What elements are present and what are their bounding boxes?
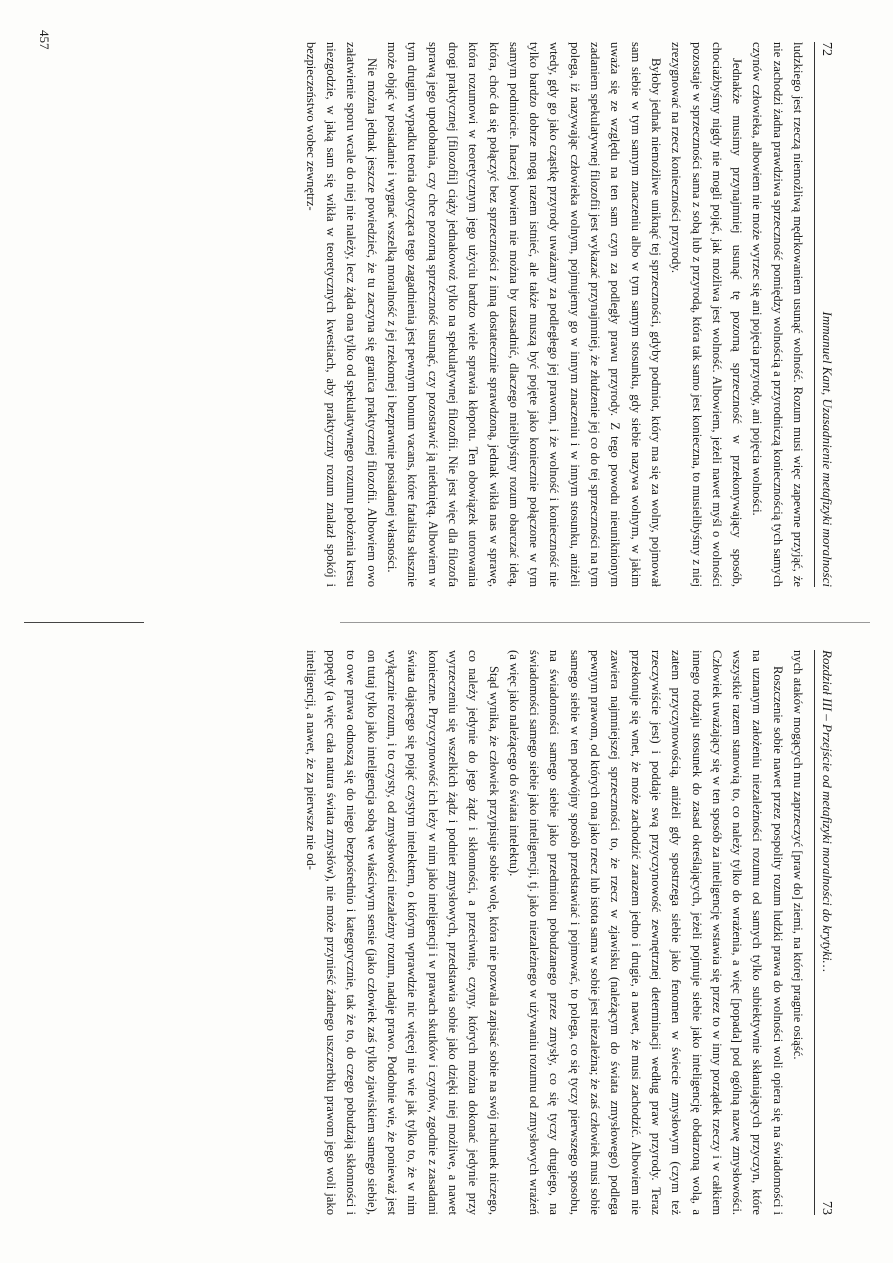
running-head-left: [814, 42, 835, 587]
paragraph: Byłoby jednak niemożliwe uniknąć tej sprzeczności, gdyby podmiot, który ma się za wolny, pojmował sam siebie w tym samym znaczeniu albo w tym samym stosunku, gdy siebie nazywa wolnym, w jakim uważa się ze względu na ten sam czyn za podległy prawu przyrody. Z tego powodu nieuniknionym zadaniem spekulatywnej filozofii jest wykazać przynajmniej, że złudzenie jej co do tej sprzeczności na tym polega, iż nazywając człowieka wolnym, pojmujemy go w innym znaczeniu i w innym stosunku, aniżeli wtedy, gdy go jako cząstkę przyrody uważamy za podległego jej prawom, i że wolność i konieczność nie tylko bardzo dobrze mogą razem istnieć, ale także muszą być pojęte jako koniecznie połączone w tym samym podmiocie. Inaczej bowiem nie można by uzasadnić, dlaczego mielibyśmy rozum obarczać ideą, która, choć da się połączyć bez sprzeczności z inną dostatecznie sprawdzoną, jednak wikła nas w sprawę, która rozumowi w teoretycznym jego użyciu bardzo wiele sprawia kłopotu. Ten obowiązek utorowania drogi praktycznej [filozofii] ciąży jednakowoż tylko na spekulatywnej filozofii. Nie jest więc dla filozofa sprawą jego upodobania, czy chce pozorną sprzeczność usunąć, czy pozostawić ją nietkniętą. Albowiem w tym drugim wypadku teoria dotycząca tego zagadnienia jest pewnym bonum vacans, które fatalista słusznie może objąć w posiadanie i wygnać wszelką moralność z jej rzekomej i bezprawnie posiadanej własności.: [385, 42, 663, 587]
right-page: [100, 650, 835, 1215]
left-page-body: [301, 42, 808, 587]
scan-fold-line-left: [24, 622, 144, 623]
page-number-left: 72: [819, 42, 834, 56]
scan-fold-line-right: [340, 622, 870, 623]
paragraph: ludzkiego jest rzeczą niemożliwą mędrkowaniem usunąć wolność. Rozum musi więc zapewne przyjąć, że nie zachodzi żadna prawdziwa sprzeczność pomiędzy wolnością a przyrodniczą koniecznością tych samych czynów człowieka, albowiem nie może wyrzec się ani pojęcia przyrody, ani pojęcia wolności.: [750, 42, 805, 587]
paragraph: Jednakże musimy przynajmniej usunąć tę pozorną sprzeczność w przekonywający sposób, chociażbyśmy nigdy nie mogli pojąć, jak możliwa jest wolność. Albowiem, jeżeli nawet myśl o wolności pozostaje w sprzeczności sama z sobą lub z przyrodą, która tak samo jest konieczna, to musielibyśmy z niej zrezygnować na rzecz konieczności przyrody.: [669, 42, 745, 587]
running-head-right: [814, 650, 835, 1215]
paragraph: nych ataków mogących mu zaprzeczyć [praw do] ziemi, na której pragnie osiąść.: [791, 650, 805, 1060]
right-page-body: [301, 650, 808, 1215]
paragraph: Stąd wynika, że człowiek przypisuje sobie wolę, która nie pozwala zapisać sobie na swój rachunek niczego, co należy jedynie do jego żądz i skłonności, a przeciwnie, czyny, których można dokonać jedynie przy wyrzeczeniu się wszelkich żądz i podniet zmysłowych, przedstawia sobie jako dzięki niej możliwe, a nawet konieczne. Przyczynowość ich leży w nim jako inteligencji i w prawach skutków i czynów, zgodnie z zasadami świata dającego się pojąć czystym intelektem, o którym wprawdzie nic więcej nie wie jak tylko to, że w nim wyłącznie rozum, i to czysty, od zmysłowości niezależny rozum, nadaje prawo. Podobnie wie, że ponieważ jest on tutaj tylko jako inteligencja sobą we właściwym sensie (jako człowiek zaś tylko zjawiskiem samego siebie), to owe prawa odnoszą się do niego bezpośrednio i kategorycznie, tak że to, do czego pobudzają skłonności i popędy (a więc cała natura świata zmysłów), nie może przynieść żadnego uszczerbku prawom jego woli jako inteligencji, a nawet, że za pierwsze nie od-: [303, 650, 501, 1215]
running-title-left: Immanuel Kant, Uzasadnienie metafizyki moralności: [820, 311, 835, 587]
running-title-right: Rozdział III – Przejście od metafizyki moralności do krytyki…: [820, 650, 835, 973]
paragraph: Roszczenie sobie nawet przez pospolity rozum ludzki prawa do wolności woli opiera się na świadomości i na uznanym założeniu niezależności rozumu od samych tylko subiektywnie skłaniających przyczyn, które wszystkie razem stanowią to, co należy tylko do wrażenia, a więc [popada] pod ogólną nazwę zmysłowości. Człowiek uważający się w ten sposób za inteligencję wstawia się przez to w inny porządek rzeczy i w całkiem innego rodzaju stosunek do zasad określających, jeżeli pojmuje siebie jako inteligencję obdarzoną wolą, a zatem przyczynowością, aniżeli gdy spostrzega siebie jako fenomen w świecie zmysłowym (czym też rzeczywiście jest) i poddaje swą przyczynowość zewnętrznej determinacji według praw przyrody. Teraz przekonuje się wnet, że może zachodzić zarazem jedno i drugie, a nawet, że musi zachodzić. Albowiem nie zawiera najmniejszej sprzeczności to, że rzecz w zjawisku (należącym do świata zmysłowego) podlega pewnym prawom, od których ona jako rzecz lub istota sama w sobie jest niezależna; że zaś człowiek musi sobie samego siebie w ten podwójny sposób przedstawiać i pojmować, to polega, co się tyczy pierwszego sposobu, na świadomości samego siebie jako przedmiotu pobudzanego przez zmysły, co się tyczy drugiego, na świadomości samego siebie jako inteligencji, tj. jako niezależnego w używaniu rozumu od zmysłowych wrażeń (a więc jako należącego do świata intelektu).: [506, 650, 785, 1215]
margin-page-number: 457: [37, 30, 52, 50]
paragraph: Nie można jednak jeszcze powiedzieć, że tu zaczyna się granica praktycznej filozofii. Albowiem owo załatwienie sporu wcale do niej nie należy, lecz żąda ona tylko od spekulatywnego rozumu położenia kresu niezgodzie, w jaką sam się wikła w teoretycznych kwestiach, aby praktyczny rozum znalazł spokój i bezpieczeństwo wobec zewnętrz-: [303, 42, 379, 587]
left-page: [100, 42, 835, 587]
page-number-right: 73: [819, 1201, 834, 1215]
